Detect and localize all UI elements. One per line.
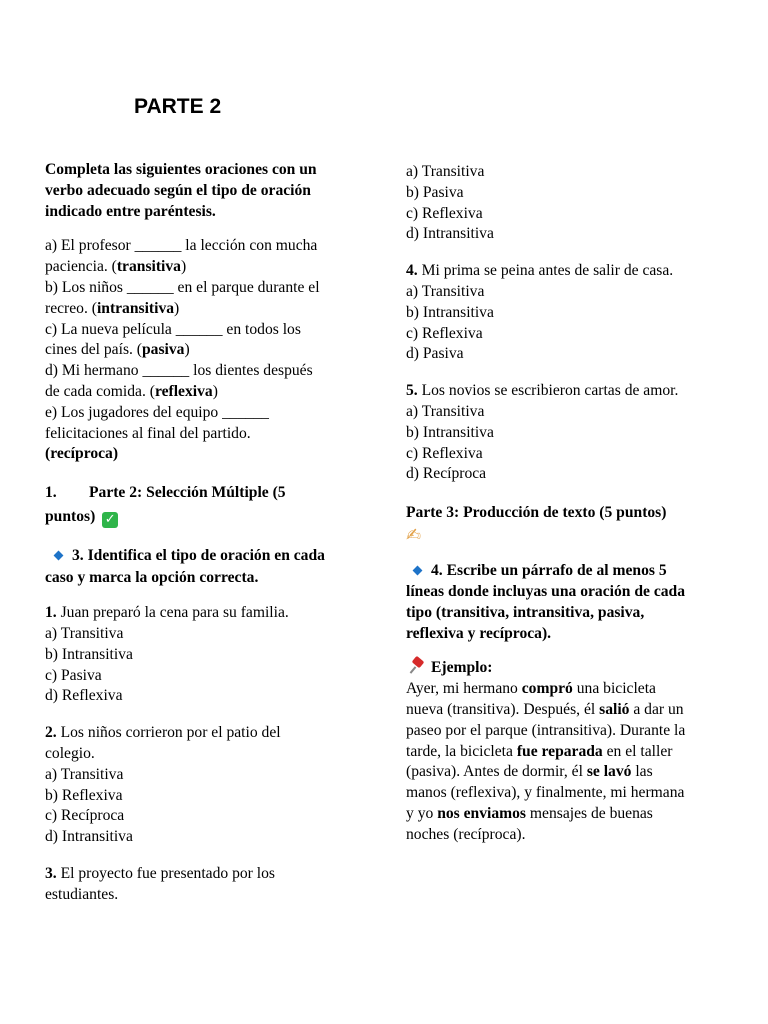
example-line: [406, 700, 724, 721]
example-line: manos (reflexiva), y finalmente, mi hermana: [406, 784, 685, 802]
option: d) Intransitiva: [406, 225, 494, 243]
sentence-b: b) Los niños ______ en el parque durante el: [45, 278, 320, 296]
text: Los niños corrieron por el patio del: [56, 724, 281, 742]
sentence-e: e) Los jugadores del equipo ______: [45, 403, 269, 421]
option: c) Reflexiva: [406, 204, 483, 222]
sentence-e-hint: [45, 444, 363, 465]
text: Ayer, mi hermano: [406, 680, 522, 698]
text: tarde, la bicicleta: [406, 742, 517, 760]
question-number: 4.: [406, 262, 418, 280]
question-header-line: [45, 545, 363, 567]
question-number: 3.: [45, 864, 57, 882]
text: ): [212, 382, 218, 400]
sentence-c: c) La nueva película ______ en todos los: [45, 320, 301, 338]
text: y yo: [406, 804, 438, 822]
example-line: [406, 762, 724, 783]
example-line: [406, 742, 724, 763]
example: [406, 658, 724, 845]
option: d) Intransitiva: [45, 828, 133, 846]
sentence-a-hint: [45, 257, 363, 278]
text: recreo. (: [45, 299, 97, 317]
verb: compró: [521, 680, 573, 698]
sentence-d-hint: [45, 382, 363, 403]
text: paciencia. (: [45, 258, 117, 276]
fill-in-sentences: [45, 236, 363, 465]
writing-hand-icon: ✍: [406, 525, 422, 547]
option: b) Intransitiva: [406, 423, 494, 441]
option: c) Pasiva: [45, 666, 102, 684]
example-line: paseo por el parque (intransitiva). Durante la: [406, 721, 686, 739]
option: d) Recíproca: [406, 465, 487, 483]
section-heading-line: [45, 481, 363, 505]
option: a) Transitiva: [45, 624, 124, 642]
verb: fue reparada: [516, 742, 603, 760]
question-text: [406, 261, 724, 282]
question-4: [406, 261, 724, 365]
option: a) Transitiva: [45, 765, 124, 783]
task-text: tipo (transitiva, intransitiva, pasiva,: [406, 603, 645, 621]
text: (: [45, 445, 51, 463]
section-heading-line: [45, 505, 363, 529]
page-title: PARTE 2: [134, 95, 222, 118]
task-text: reflexiva y recíproca).: [406, 624, 552, 642]
option: b) Intransitiva: [406, 303, 494, 321]
text: Juan preparó la cena para su familia.: [56, 604, 289, 622]
option: b) Reflexiva: [45, 786, 123, 804]
text: a dar un: [629, 700, 684, 718]
instruction-line: indicado entre paréntesis.: [45, 202, 216, 220]
example-line: [406, 679, 724, 700]
hint-type: intransitiva: [96, 299, 175, 317]
instruction-line: Completa las siguientes oraciones con un: [45, 161, 317, 178]
text: de cada comida. (: [45, 382, 155, 400]
hint-type: pasiva: [142, 341, 185, 359]
sentence-a: a) El profesor ______ la lección con mucha: [45, 237, 318, 255]
task-line: [406, 561, 724, 582]
hint-type: reflexiva: [154, 382, 213, 400]
task-text: 4. Escribe un párrafo de al menos 5: [431, 562, 667, 580]
part-3-heading: [406, 501, 724, 547]
text: Mi prima se peina antes de salir de casa.: [417, 262, 674, 280]
question-text-cont: colegio.: [45, 744, 95, 762]
text: ): [184, 341, 190, 359]
option: b) Intransitiva: [45, 645, 133, 663]
text: nueva (transitiva). Después, él: [406, 700, 600, 718]
blue-diamond-icon: [54, 551, 64, 561]
option: d) Pasiva: [406, 345, 464, 363]
option: c) Reflexiva: [406, 444, 483, 462]
option: a) Transitiva: [406, 402, 485, 420]
left-column: [45, 160, 363, 918]
question-number: 2.: [45, 724, 57, 742]
hint-type: transitiva: [116, 258, 181, 276]
question-1: [45, 603, 363, 707]
question-3: [45, 864, 363, 906]
task-header: [406, 561, 724, 644]
text: ): [180, 258, 187, 276]
right-column: [406, 162, 724, 858]
verb: se lavó: [586, 763, 632, 781]
question-number: 5.: [406, 382, 418, 400]
option: c) Recíproca: [45, 807, 125, 825]
text: en el taller: [602, 742, 673, 760]
verb: nos enviamos: [437, 804, 526, 822]
question-header-text: caso y marca la opción correcta.: [45, 569, 259, 587]
pushpin-icon: [409, 658, 425, 674]
example-line: [406, 804, 724, 825]
option: d) Reflexiva: [45, 687, 123, 705]
text: ): [174, 299, 180, 317]
option: b) Pasiva: [406, 183, 464, 201]
question-number: 1.: [45, 604, 57, 622]
hint-type: recíproca: [50, 445, 113, 463]
text: ): [112, 445, 119, 463]
option: c) Reflexiva: [406, 324, 483, 342]
section-title-cont: puntos): [45, 508, 96, 526]
section-number: 1.: [45, 484, 57, 502]
verb: salió: [599, 700, 630, 718]
question-text: [45, 864, 363, 885]
sentence-e-cont: felicitaciones al final del partido.: [45, 424, 251, 442]
text: cines del país. (: [45, 341, 142, 359]
option: a) Transitiva: [406, 163, 485, 180]
section-title: Parte 2: Selección Múltiple (5: [89, 484, 286, 502]
example-label: Ejemplo:: [431, 659, 493, 677]
question-2: [45, 723, 363, 848]
question-3-options: [406, 162, 724, 245]
blue-diamond-icon: [413, 566, 423, 576]
question-text: [406, 381, 724, 402]
question-header-text: 3. Identifica el tipo de oración en cada: [72, 547, 325, 565]
text: Los novios se escribieron cartas de amor.: [417, 382, 679, 400]
example-label-line: [406, 658, 724, 679]
question-text: [45, 723, 363, 744]
instructions: [45, 160, 363, 222]
text: una bicicleta: [572, 680, 656, 698]
part-3-title: Parte 3: Producción de texto (5 puntos): [406, 504, 667, 522]
text: mensajes de buenas: [526, 804, 653, 822]
sentence-d: d) Mi hermano ______ los dientes después: [45, 362, 313, 380]
task-text: líneas donde incluyas una oración de cada: [406, 582, 686, 600]
question-header: [45, 545, 363, 589]
question-5: [406, 381, 724, 485]
example-line: noches (recíproca).: [406, 825, 526, 843]
sentence-b-hint: [45, 299, 363, 320]
check-mark-icon: ✓: [102, 512, 118, 528]
question-text-cont: estudiantes.: [45, 885, 119, 903]
text: (pasiva). Antes de dormir, él: [406, 763, 587, 781]
section-heading: [45, 481, 363, 529]
sentence-c-hint: [45, 340, 363, 361]
option: a) Transitiva: [406, 282, 485, 300]
question-text: [45, 603, 363, 624]
text: El proyecto fue presentado por los: [56, 864, 275, 882]
text: las: [631, 763, 653, 781]
instruction-line: verbo adecuado según el tipo de oración: [45, 181, 311, 199]
